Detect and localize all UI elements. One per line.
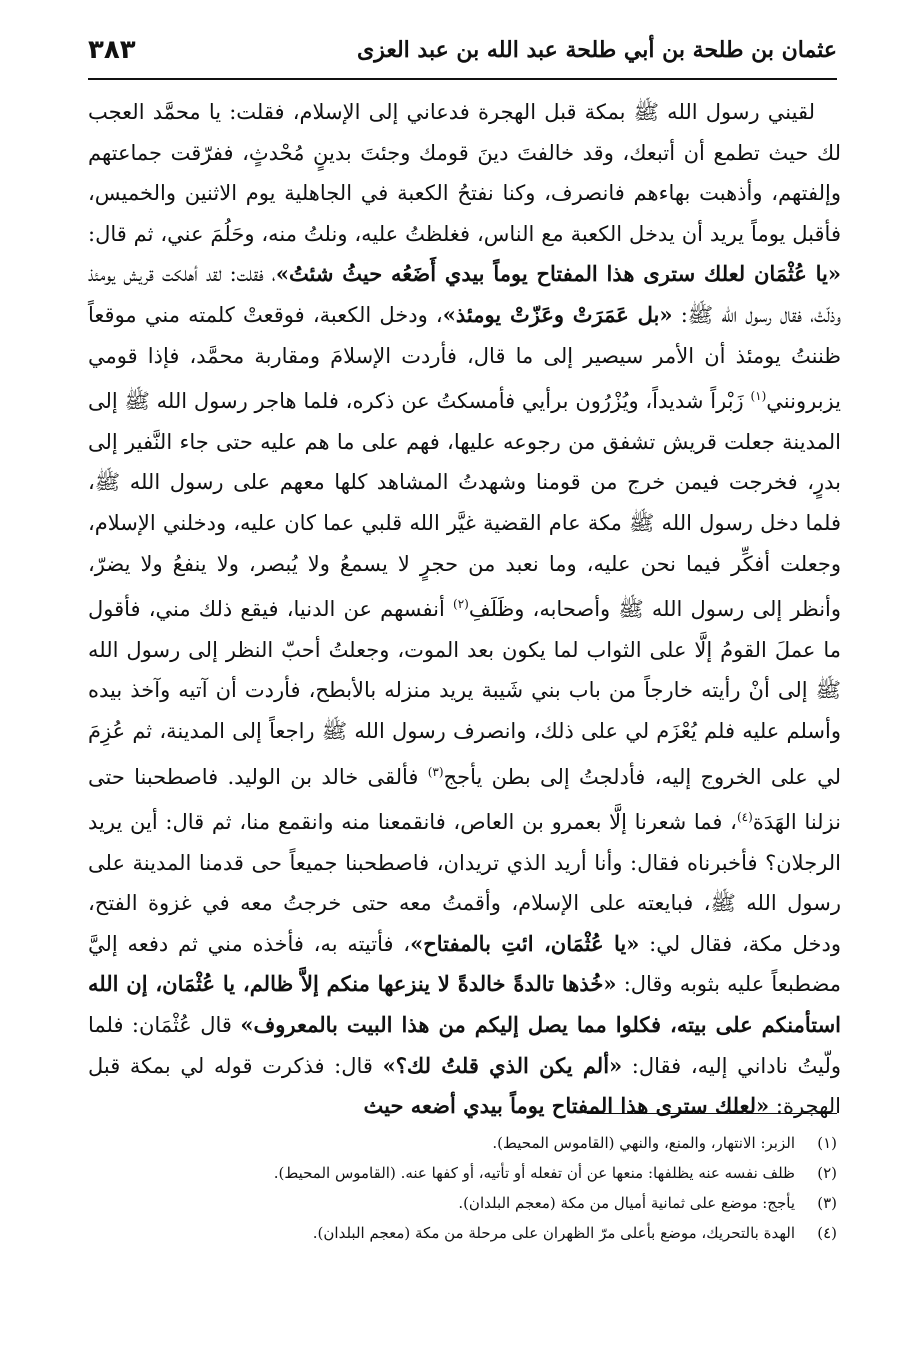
- quote: «بل عَمَرَتْ وعَزّتْ يومئذ»: [442, 301, 673, 327]
- text-segment: لقيني رسول الله ﷺ بمكة قبل الهجرة فدعاني إلى الإسلام، فقلت: يا محمَّد العجب لك حيث تطمع أن أتبعك، وقد خالفتَ دينَ قومك وجئتَ بدينٍ مُحْدثٍ، ففرّقت جماعتهم وإلفتهم، وأذهبت بهاءهم فانصرف، وكنا نفتحُ الكعبة في الجاهلية يوم الاثنين والخميس، فأقبل يوماً يريد أن يدخل الكعبة مع الناس، فغلظتُ عليه، ونلتُ منه، وحَلُمَ عني، ثم قال:: [88, 100, 841, 246]
- quote: «لعلك سترى هذا المفتاح يوماً بيدي أضعه حيث: [363, 1093, 770, 1119]
- footnote-number: (٢): [817, 1164, 837, 1182]
- text-segment: ، فأتيته به، فأخذه مني ثم دفعه إليَّ مضطبعاً عليه بثوبه وقال:: [88, 931, 841, 997]
- quote: «يا عُثْمَان لعلك سترى هذا المفتاح يوماً بيدي أَضَعُه حيثُ شئتُ»: [275, 261, 841, 287]
- paragraph: [88, 92, 841, 1127]
- text-segment: ، ودخل الكعبة، فوقعتْ كلمته مني موقعاً ظننتُ يومئذ أن الأمر سيصير إلى ما قال، فأردت الإسلامَ ومقاربة محمَّد، فإذا قومي يزبرونني: [88, 302, 841, 414]
- footnote-ref-3: (٣): [427, 764, 444, 779]
- text-segment: زَبْراً شديداً، ويُزْرُون برأيي فأمسكتُ عن ذكره، فلما هاجر رسول الله ﷺ إلى المدينة جعلت قريش تشفق من رجوعه عليها، فهم على ما هم عليه حتى جاء النَّفير إلى بدرٍ، فخرجت فيمن خرج من قومنا وشهدتُ المشاهد كلها معهم على رسول الله ﷺ، فلما دخل رسول الله ﷺ مكة عام القضية غيَّر الله قلبي عما كان عليه، ودخلني الإسلام، وجعلت أفكِّر فيما نحن عليه، وما نعبد من حجرٍ لا يسمعُ ولا يُبصر، ولا ينفعُ ولا يضرّ، وأنظر إلى رسول الله ﷺ وأصحابه، وظَلَفِ: [88, 389, 842, 622]
- footnote-number: (٤): [817, 1224, 837, 1242]
- text-segment: ، فقلت: لقد أهلكت قريش يومئذ وذلّتْ، فقال رسول الله ﷺ:: [88, 262, 841, 327]
- text-segment: ، فما شعرنا إلَّا بعمرو بن العاص، فانقمعنا منه وانقمع منا، ثم قال: أين يريد الرجلان؟ فأخبرناه فقال: وأنا أريد الذي تريدان، فاصطحبنا جميعاً حى قدمنا المدينة على رسول الله ﷺ، فبايعته على الإسلام، وأقمتُ معه حتى خرجتُ معه في غزوة الفتح، ودخل مكة، فقال لي:: [88, 810, 841, 956]
- page-number: ٣٨٣: [88, 35, 136, 65]
- footnote-3: [88, 1188, 837, 1218]
- quote: «يا عُثْمَان، ائتِ بالمفتاح»: [410, 930, 640, 956]
- footnote-text: الهدة بالتحريك، موضع بأعلى مرّ الظهران على مرحلة من مكة (معجم البلدان).: [312, 1224, 795, 1242]
- page-header: [88, 22, 837, 80]
- footnote-text: الزبر: الانتهار، والمنع، والنهي (القاموس المحيط).: [492, 1134, 795, 1152]
- footnote-1: [88, 1128, 837, 1158]
- footnote-2: [88, 1158, 837, 1188]
- footnote-ref-2: (٢): [453, 597, 469, 612]
- text-segment: قال: فذكرت قوله لي بمكة قبل الهجرة:: [88, 1053, 841, 1119]
- text-segment: قال عُثْمَان: فلما ولّيتُ ناداني إليه، فقال:: [88, 1013, 841, 1078]
- footnote-number: (١): [817, 1134, 837, 1152]
- footnote-ref-1: (١): [750, 389, 767, 404]
- main-text: [88, 92, 841, 1127]
- footnotes: [88, 1128, 837, 1248]
- footnote-4: [88, 1218, 837, 1248]
- quote: «خُذها تالدةً خالدةً لا ينزعها منكم إلاَّ ظالم، يا عُثْمَان، إن الله استأمنكم على بيته، فكلوا مما يصل إليكم من هذا البيت بالمعروف»: [88, 971, 841, 1038]
- running-title: عثمان بن طلحة بن أبي طلحة عبد الله بن عبد العزى: [356, 37, 837, 63]
- footnote-number: (٣): [817, 1194, 837, 1212]
- text-segment: أنفسهم عن الدنيا، فيقع ذلك مني، فأقول ما عملَ القومُ إلَّا على الثواب لما يكون بعد الموت، وجعلتُ أحبّ النظر إلى رسول الله ﷺ إلى أنْ رأيته خارجاً من باب بني شَيبة يريد منزله بالأبطح، فأردت أن آتيه وآخذ بيده وأسلم عليه فلم يُعْزَم لي على ذلك، وانصرف رسول الله ﷺ راجعاً إلى المدينة، ثم عُزِمَ لي على الخروج إليه، فأدلجتُ إلى بطن يأجج: [88, 597, 841, 789]
- text-segment: فألقى خالد بن الوليد. فاصطحبنا حتى نزلنا الهَدَة: [88, 764, 841, 835]
- footnote-text: يأجج: موضع على ثمانية أميال من مكة (معجم البلدان).: [458, 1194, 795, 1212]
- quote: «ألم يكن الذي قلتُ لك؟»: [382, 1052, 623, 1078]
- footnote-divider: [587, 1113, 837, 1114]
- footnote-ref-4: (٤): [736, 810, 753, 825]
- footnote-text: ظلف نفسه عنه يظلفها: منعها عن أن تفعله أو تأتيه، أو كفها عنه. (القاموس المحيط).: [273, 1164, 795, 1182]
